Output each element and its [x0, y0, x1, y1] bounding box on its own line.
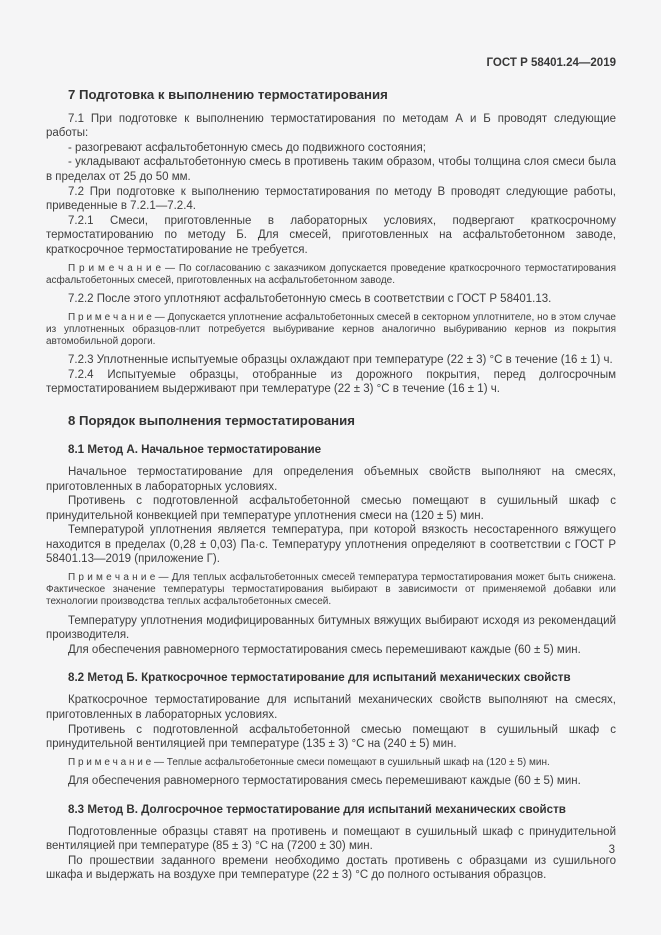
para-8-3-oven: Подготовленные образцы ставят на противень и помещают в сушильный шкаф с принудительной вентиляцией при температуре (85 ± 3) °С на (7200 ± 30) мин.: [46, 825, 616, 853]
para-8-2-stirring: Для обеспечения равномерного термостатирования смесь перемешивают каждые (60 ± 5) мин.: [68, 775, 581, 788]
para-8-2-oven: Противень с подготовленной асфальтобетонной смесью помещают в сушильный шкаф с принудительной вентиляцией при температуре (135 ± 3) °С на (240 ± 5) мин.: [46, 723, 616, 751]
para-8-1-temperature: Температурой уплотнения является температура, при которой вязкость несостаренного вяжущего находится в пределах (0,28 ± 0,03) Па·с. Температуру уплотнения определяют в соответствии с ГОСТ Р 58401.13—2019 (приложение Г).: [46, 524, 616, 566]
para-7-2-2: 7.2.2 После этого уплотняют асфальтобетонную смесь в соответствии с ГОСТ Р 58401.13.: [68, 292, 552, 305]
para-8-2-scope: Краткосрочное термостатирование для испытаний механических свойств выполняют на смесях, приготовленных в лабораторных условиях.: [46, 694, 616, 722]
para-7-2-1: 7.2.1 Смеси, приготовленные в лабораторных условиях, подвергают краткосрочному термостатированию по методу Б. Для смесей, приготовленных на асфальтобетонном заводе, краткосрочное термостатирование не требуется.: [46, 214, 616, 256]
para-7-2-4: 7.2.4 Испытуемые образцы, отобранные из дорожного покрытия, перед долгосрочным термостатированием выдерживают при темлературе (22 ± 3) °С в течение (16 ± 1) ч.: [46, 368, 616, 396]
para-8-1-modified-binder: Температуру уплотнения модифицированных битумных вяжущих выбирают исходя из рекомендаций производителя.: [46, 614, 616, 642]
para-7-2-3: 7.2.3 Уплотненные испытуемые образцы охлаждают при температуре (22 ± 3) °С в течение (16 ± 1) ч.: [68, 354, 613, 367]
section-8-heading: 8 Порядок выполнения термостатирования: [68, 412, 355, 428]
list-item-reheat-mix: - разогревают асфальтобетонную смесь до подвижного состояния;: [68, 141, 426, 154]
note-after-7-2-1: П р и м е ч а н и е — По согласованию с заказчиком допускается проведение краткосрочного термостатирования асфальтобетонных смесей, приготовленных на асфальтобетонном заводе.: [46, 262, 616, 286]
para-7-1: 7.1 При подготовке к выполнению термостатирования по методам А и Б проводят следующие работы:: [46, 112, 616, 140]
para-8-1-oven: Противень с подготовленной асфальтобетонной смесью помещают в сушильный шкаф с принудительной конвекцией при температуре уплотнения смеси на (120 ± 5) мин.: [46, 495, 616, 522]
note-8-2-warm-mixes: П р и м е ч а н и е — Теплые асфальтобетонные смеси помещают в сушильный шкаф на (120 ± 5) мин.: [68, 756, 550, 768]
note-8-1-warm-mixes: П р и м е ч а н и е — Для теплых асфальтобетонных смесей температура термостатирования может быть снижена. Фактическое значение температуры термостатирования выбирают в зависимости от применяемой добавки или технологии производства теплых асфальтобетонных смесей.: [46, 572, 616, 608]
page-number: 3: [608, 844, 615, 856]
para-8-1-stirring: Для обеспечения равномерного термостатирования смесь перемешивают каждые (60 ± 5) мин.: [68, 643, 581, 656]
document-code-header: ГОСТ Р 58401.24—2019: [486, 57, 616, 69]
note-after-7-2-2: П р и м е ч а н и е — Допускается уплотнение асфальтобетонных смесей в секторном уплотнителе, но в этом случае из уплотненных образцов-плит потребуется выбуривание кернов аналогично выбуриванию кернов из покрытия автомобильной дороги.: [46, 311, 616, 347]
subsection-8-2-heading: 8.2 Метод Б. Краткосрочное термостатирование для испытаний механических свойств: [68, 671, 571, 685]
subsection-8-1-heading: 8.1 Метод А. Начальное термостатирование: [68, 442, 322, 456]
section-7-heading: 7 Подготовка к выполнению термостатирования: [68, 86, 388, 102]
subsection-8-3-heading: 8.3 Метод В. Долгосрочное термостатирование для испытаний механических свойств: [68, 802, 566, 816]
para-8-3-cooling: По прошествии заданного времени необходимо достать противень с образцами из сушильного шкафа и выдержать на воздухе при температуре (22 ± 3) °С до полного остывания образцов.: [46, 854, 616, 882]
para-7-2: 7.2 При подготовке к выполнению термостатирования по методу В проводят следующие работы, приведенные в 7.2.1—7.2.4.: [46, 185, 616, 213]
list-item-lay-mix: - укладывают асфальтобетонную смесь в противень таким образом, чтобы толщина слоя смеси была в пределах от 25 до 50 мм.: [46, 156, 616, 183]
para-8-1-scope: Начальное термостатирование для определения объемных свойств выполняют на смесях, приготовленных в лабораторных условиях.: [46, 465, 616, 493]
